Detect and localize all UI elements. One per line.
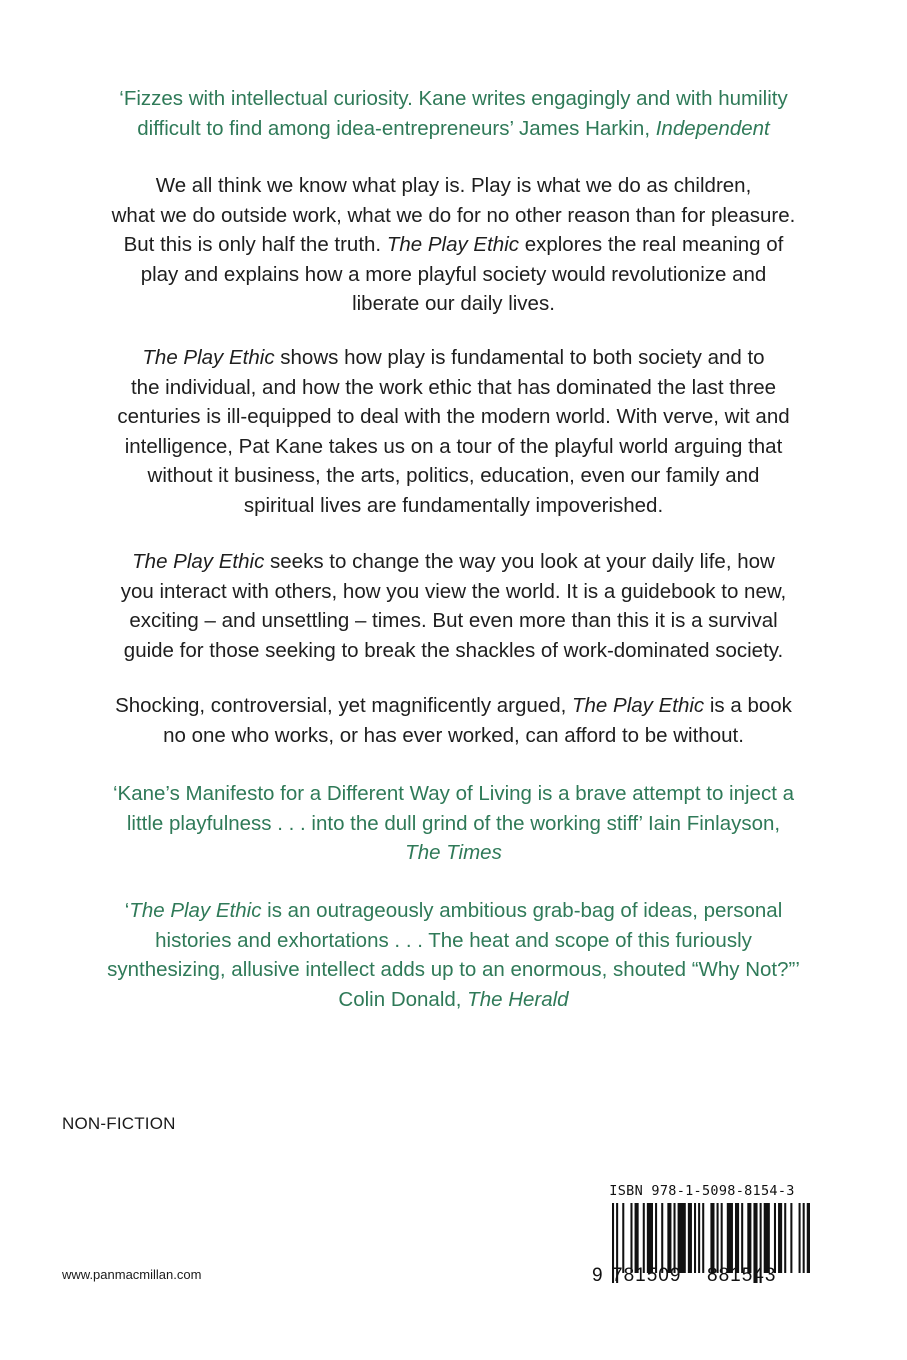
barcode-bar	[630, 1203, 632, 1273]
barcode-bar	[622, 1203, 624, 1273]
barcode-bar	[710, 1203, 714, 1273]
barcode-bar	[741, 1203, 743, 1273]
blurb-text: shows how play is fundamental to both society and to	[274, 346, 765, 369]
blurb-line: what we do outside work, what we do for no other reason than for pleasure.	[111, 203, 796, 227]
quote-line: ‘Fizzes with intellectual curiosity. Kane writes engagingly and with humility	[119, 87, 788, 110]
blurb-line: play and explains how a more playful society would revolutionize and	[140, 262, 767, 286]
barcode-digit-group-2: 881543	[707, 1265, 777, 1286]
quote-source: The Times	[405, 841, 502, 864]
barcode-bar	[790, 1203, 792, 1273]
blurb-line: liberate our daily lives.	[352, 292, 555, 315]
barcode-bar	[674, 1203, 676, 1273]
barcode-bar	[694, 1203, 696, 1273]
quote-line: histories and exhortations . . . The heat and scope of this furiously	[155, 928, 752, 952]
barcode-bar	[688, 1203, 692, 1273]
blurb-paragraph-1	[60, 171, 847, 319]
barcode-bar	[643, 1203, 645, 1273]
quote-source: The Herald	[467, 987, 569, 1011]
barcode-bar	[721, 1203, 723, 1273]
review-quote-finlayson	[60, 779, 847, 868]
blurb-line: spiritual lives are fundamentally impoverished.	[243, 493, 664, 517]
blurb-line: intelligence, Pat Kane takes us on a tour of the playful world arguing that	[124, 434, 783, 458]
blurb-text: explores the real meaning of	[519, 233, 784, 256]
blurb-paragraph-3	[60, 547, 847, 665]
barcode-bar	[778, 1203, 782, 1273]
barcode-bar	[667, 1203, 671, 1273]
blurb-text: seeks to change the way you look at your daily life, how	[264, 550, 775, 573]
quote-source: Independent	[655, 116, 770, 140]
book-title: The Play Ethic	[132, 550, 265, 573]
barcode-bar	[735, 1203, 739, 1273]
blurb-line: you interact with others, how you view the world. It is a guidebook to new,	[120, 579, 787, 603]
genre-label: NON-FICTION	[62, 1114, 176, 1133]
quote-line	[60, 896, 847, 926]
barcode-digit-group-1: 781509	[612, 1265, 682, 1286]
barcode-bar	[803, 1203, 805, 1273]
quote-line: synthesizing, allusive intellect adds up to an enormous, shouted “Why Not?”’	[107, 958, 800, 981]
blurb-line: no one who works, or has ever worked, can afford to be without.	[163, 723, 744, 747]
quote-text: Colin Donald,	[338, 987, 468, 1011]
quote-text: ‘	[124, 899, 130, 922]
barcode-bar	[717, 1203, 719, 1273]
blurb-paragraph-2	[60, 343, 847, 520]
blurb-text: But this is only half the truth.	[123, 233, 387, 256]
blurb-line	[60, 230, 847, 260]
barcode-bar	[727, 1203, 733, 1273]
book-title: The Play Ethic	[572, 694, 705, 717]
book-title: The Play Ethic	[386, 233, 519, 256]
quote-text: is an outrageously ambitious grab-bag of ideas, personal	[261, 899, 783, 922]
blurb-line: We all think we know what play is. Play is what we do as children,	[155, 174, 752, 197]
blurb-line	[60, 547, 847, 577]
blurb-line: exciting – and unsettling – times. But even more than this it is a survival	[129, 609, 778, 632]
blurb-text: Shocking, controversial, yet magnificently argued,	[115, 694, 572, 717]
barcode-bar	[747, 1203, 751, 1273]
barcode-bar	[678, 1203, 686, 1273]
blurb-text: is a book	[704, 694, 792, 717]
publisher-url: www.panmacmillan.com	[62, 1267, 202, 1282]
blurb-line: guide for those seeking to break the shackles of work-dominated society.	[123, 638, 784, 662]
barcode-bar	[774, 1203, 776, 1273]
barcode-digit-lead: 9	[592, 1265, 604, 1286]
barcode-bar	[647, 1203, 653, 1273]
quote-text: difficult to find among idea-entrepreneurs’ James Harkin,	[137, 116, 656, 140]
barcode-bar	[764, 1203, 770, 1273]
isbn-text: ISBN 978-1-5098-8154-3	[609, 1183, 795, 1199]
quote-line: little playfulness . . . into the dull grind of the working stiff’ Iain Finlayson,	[126, 811, 781, 835]
barcode-bar	[698, 1203, 700, 1273]
blurb-paragraph-4	[60, 691, 847, 750]
barcode-bar	[799, 1203, 801, 1273]
book-title: The Play Ethic	[142, 346, 275, 369]
review-quote-harkin	[60, 84, 847, 143]
review-quote-donald	[60, 896, 847, 1014]
quote-line	[60, 114, 847, 144]
blurb-line: the individual, and how the work ethic that has dominated the last three	[130, 375, 776, 399]
quote-line: ‘Kane’s Manifesto for a Different Way of Living is a brave attempt to inject a	[112, 782, 794, 805]
isbn-barcode	[592, 1183, 822, 1293]
blurb-line: centuries is ill-equipped to deal with the modern world. With verve, wit and	[117, 405, 790, 428]
barcode-bar	[635, 1203, 639, 1273]
barcode-bar	[784, 1203, 786, 1273]
barcode-bar	[702, 1203, 704, 1273]
barcode-bar	[655, 1203, 657, 1273]
quote-line	[60, 985, 847, 1015]
barcode-bar	[661, 1203, 663, 1273]
blurb-line	[60, 691, 847, 721]
blurb-line: without it business, the arts, politics, education, even our family and	[147, 464, 760, 487]
barcode-bar	[807, 1203, 810, 1273]
blurb-line	[60, 343, 847, 373]
book-title: The Play Ethic	[129, 899, 262, 922]
